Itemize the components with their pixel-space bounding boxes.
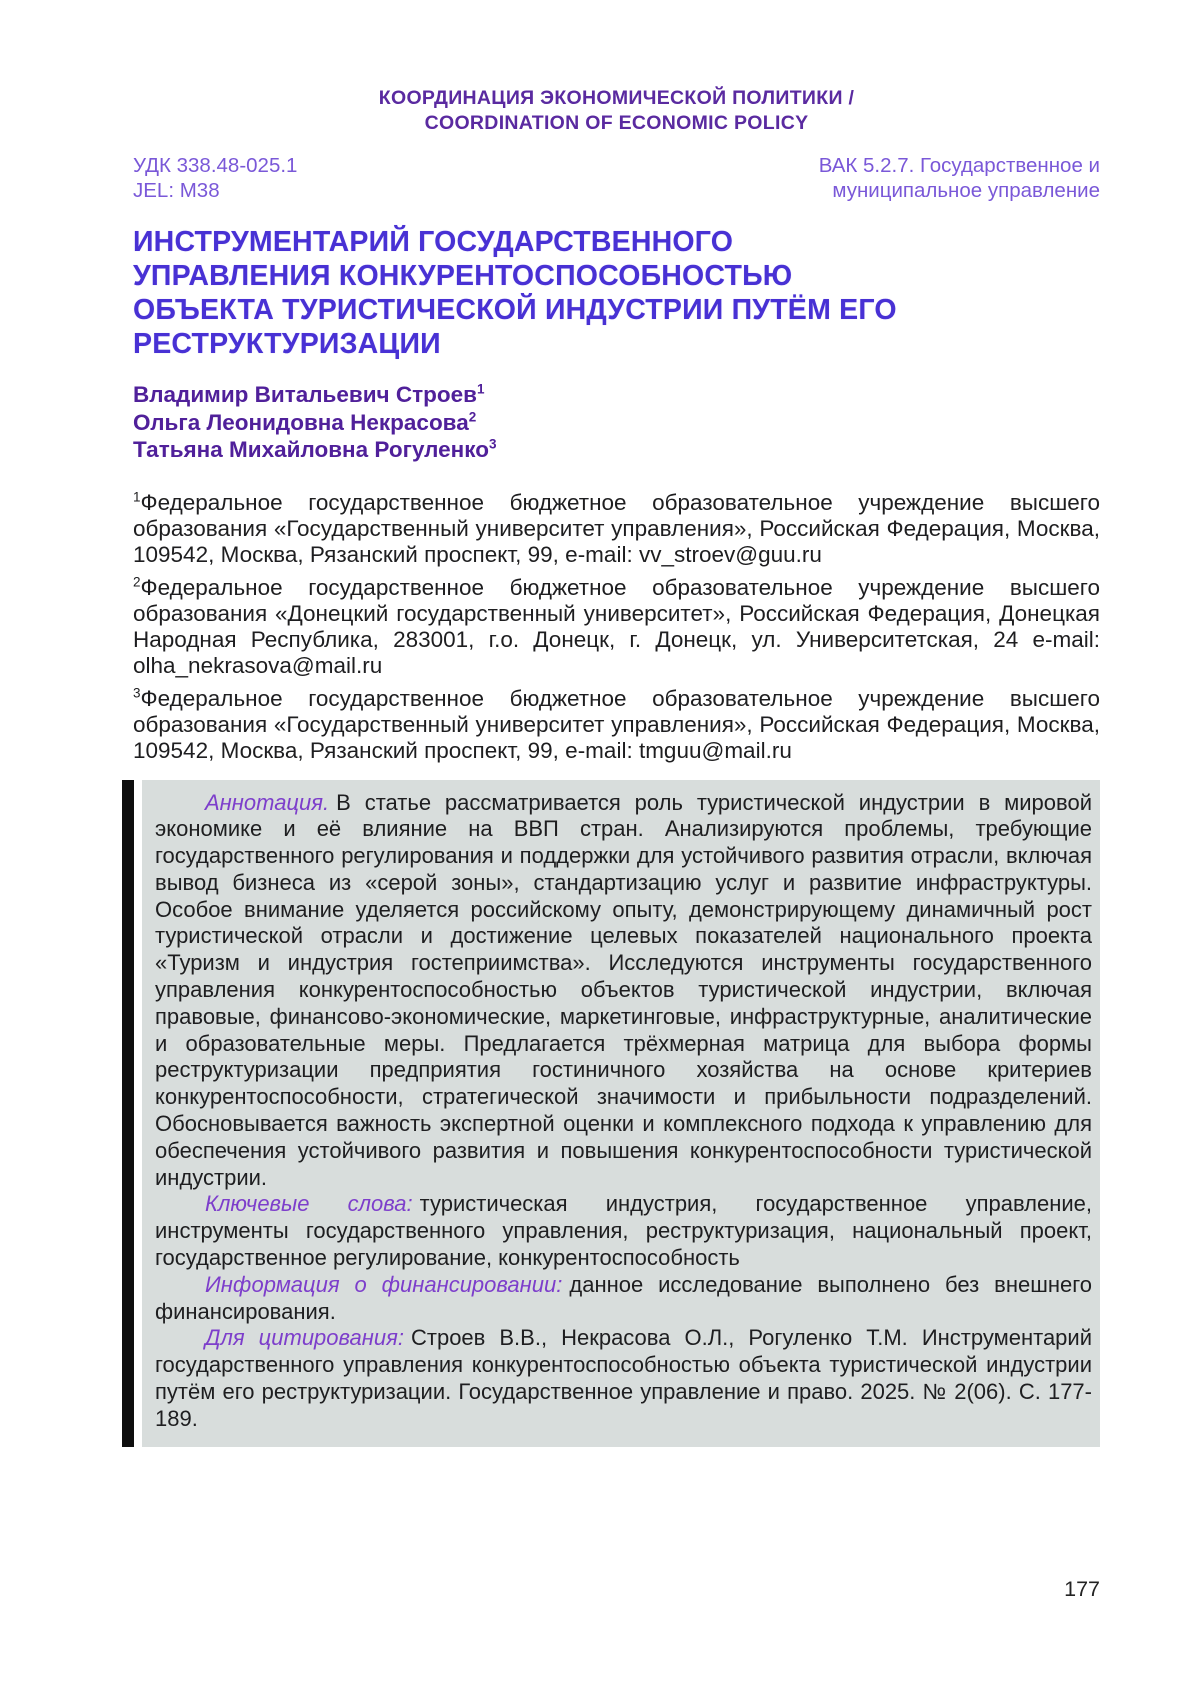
title-line: РЕСТРУКТУРИЗАЦИИ (133, 328, 441, 360)
authors-block (133, 381, 1100, 464)
affiliation-sup: 3 (133, 685, 141, 700)
affiliation-sup: 1 (133, 489, 141, 504)
author-line (133, 436, 1100, 464)
vak-line-1: ВАК 5.2.7. Государственное и (818, 154, 1100, 177)
funding-text: данное исследование выполнено без внешнего финансирования. (155, 1271, 1093, 1324)
affiliation-sup: 2 (133, 574, 141, 589)
affiliation-text: Федеральное государственное бюджетное образовательное учреждение высшего образования «Донецкий государственный университет», Российская Федерация, Донецкая Народная Республика, 283001, г.о. Донецк, г. Донецк, ул. Университетская, 24 e-mail: olha_nekrasova@mail.ru (133, 574, 1100, 678)
author-name: Владимир Витальевич Строев (133, 382, 477, 407)
author-sup: 1 (476, 381, 485, 397)
affiliation-text: Федеральное государственное бюджетное образовательное учреждение высшего образования «Государственный университет управления», Российская Федерация, Москва, 109542, Москва, Рязанский проспект, 99, e-mail: tmguu@mail.ru (133, 685, 1100, 763)
jel-code: JEL: M38 (133, 179, 220, 202)
affiliation (133, 575, 1100, 679)
author-name: Татьяна Михайловна Рогуленко (133, 437, 489, 462)
udk-code: УДК 338.48-025.1 (133, 154, 298, 177)
vak-line-2: муниципальное управление (832, 179, 1100, 202)
author-sup: 2 (468, 409, 477, 424)
article-title (133, 225, 1100, 361)
affiliation (133, 490, 1100, 568)
keywords-paragraph (155, 1191, 1092, 1271)
keywords-label: Ключевые слова: (205, 1191, 413, 1217)
citation-text: Строев В.В., Некрасова О.Л., Рогуленко Т.М. Инструментарий государственного управления конкурентоспособностью объекта туристической индустрии путём его реструктуризации. Государственное управление и право. 2025. № 2(06). С. 177-189. (155, 1325, 1092, 1431)
funding-label: Информация о финансировании: (205, 1271, 563, 1297)
citation-label: Для цитирования: (205, 1325, 404, 1351)
meta-left (133, 153, 297, 203)
abstract-box (142, 780, 1100, 1447)
title-line: ОБЪЕКТА ТУРИСТИЧЕСКОЙ ИНДУСТРИИ ПУТЁМ ЕГО (133, 294, 897, 326)
affiliation-text: Федеральное государственное бюджетное образовательное учреждение высшего образования «Государственный университет управления», Российская Федерация, Москва, 109542, Москва, Рязанский проспект, 99, e-mail: vv_stroev@guu.ru (133, 489, 1100, 567)
title-line: УПРАВЛЕНИЯ КОНКУРЕНТОСПОСОБНОСТЬЮ (133, 260, 793, 292)
annotation-text: В статье рассматривается роль туристической индустрии в мировой экономике и её влияние на ВВП стран. Анализируются проблемы, требующие государственного регулирования и поддержки для устойчивого развития отрасли, включая вывод бизнеса из «серой зоны», стандартизацию услуг и развитие инфраструктуры. Особое внимание уделяется российскому опыту, демонстрирующему динамичный рост туристической отрасли и достижение целевых показателей национального проекта «Туризм и индустрия гостеприимства». Исследуются инструменты государственного управления конкурентоспособностью объектов туристической индустрии, включая правовые, финансово-экономические, маркетинговые, инфраструктурные, аналитические и образовательные меры. Предлагается трёхмерная матрица для выбора формы реструктуризации предприятия гостиничного хозяйства на основе критериев конкурентоспособности, стратегической значимости и прибыльности подразделений. Обосновывается важность экспертной оценки и комплексного подхода к управлению для обеспечения устойчивого развития и повышения конкурентоспособности туристической индустрии. (155, 789, 1092, 1190)
page-number: 177 (1064, 1577, 1100, 1601)
author-line (133, 381, 1100, 409)
meta-right (819, 153, 1100, 203)
section-header-en: COORDINATION OF ECONOMIC POLICY (424, 112, 809, 134)
abstract-section (122, 780, 1100, 1447)
citation-paragraph (155, 1325, 1092, 1432)
abstract-left-bar (122, 780, 134, 1447)
author-name: Ольга Леонидовна Некрасова (133, 409, 469, 435)
author-line (133, 409, 1100, 437)
annotation-label: Аннотация. (205, 789, 330, 815)
meta-row (133, 153, 1100, 203)
annotation-paragraph (155, 790, 1092, 1192)
affiliations-block (133, 490, 1100, 764)
author-sup: 3 (488, 436, 497, 452)
title-line: ИНСТРУМЕНТАРИЙ ГОСУДАРСТВЕННОГО (133, 226, 734, 258)
affiliation (133, 686, 1100, 764)
section-header-ru: КООРДИНАЦИЯ ЭКОНОМИЧЕСКОЙ ПОЛИТИКИ / (378, 87, 855, 109)
keywords-text: туристическая индустрия, государственное управление, инструменты государственного управления, реструктуризация, национальный проект, государственное регулирование, конкурентоспособность (155, 1191, 1092, 1271)
funding-paragraph (155, 1272, 1092, 1326)
section-header (133, 86, 1100, 136)
